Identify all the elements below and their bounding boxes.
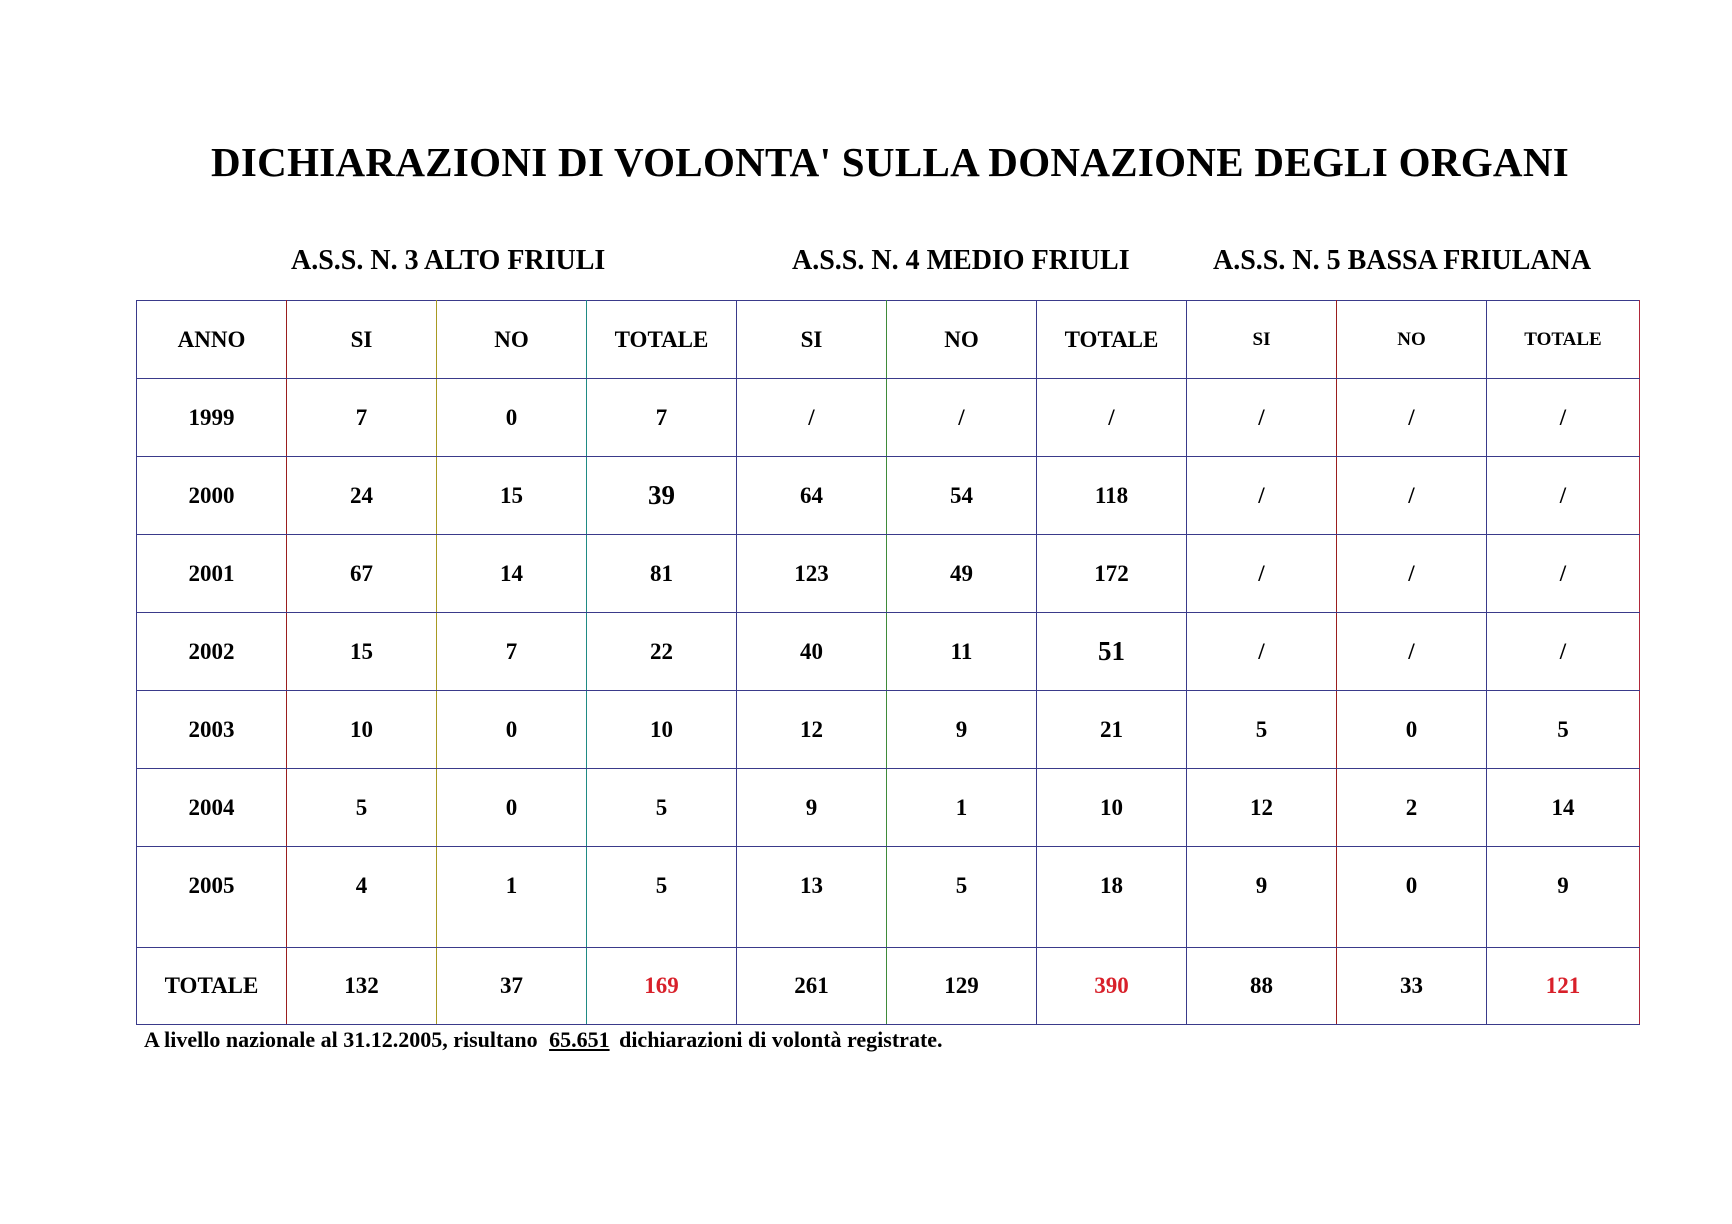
table-cell: 39 xyxy=(587,457,737,535)
table-row xyxy=(137,379,1640,457)
footnote-text: A livello nazionale al 31.12.2005, risultano xyxy=(144,1027,538,1052)
table-row xyxy=(137,613,1640,691)
year-cell: 1999 xyxy=(137,379,287,457)
table-cell: 10 xyxy=(1037,769,1187,847)
table-cell: / xyxy=(1487,535,1640,613)
table-cell: 7 xyxy=(587,379,737,457)
table-cell: / xyxy=(1337,379,1487,457)
year-cell: 2002 xyxy=(137,613,287,691)
year-cell: 2004 xyxy=(137,769,287,847)
national-total: 65.651 xyxy=(549,1027,610,1052)
col-header-anno: ANNO xyxy=(137,301,287,379)
total-cell: 88 xyxy=(1187,948,1337,1025)
table-row xyxy=(137,457,1640,535)
table-cell: 5 xyxy=(587,847,737,948)
total-cell: 261 xyxy=(737,948,887,1025)
table-cell: 49 xyxy=(887,535,1037,613)
table-cell: 67 xyxy=(287,535,437,613)
table-cell: 51 xyxy=(1037,613,1187,691)
table-cell: / xyxy=(1337,535,1487,613)
col-header-si: SI xyxy=(737,301,887,379)
table-cell: 123 xyxy=(737,535,887,613)
table-cell: 18 xyxy=(1037,847,1187,948)
table-cell: 11 xyxy=(887,613,1037,691)
total-cell: 33 xyxy=(1337,948,1487,1025)
table-cell: 0 xyxy=(1337,847,1487,948)
table-cell: / xyxy=(1187,457,1337,535)
table-cell: 12 xyxy=(737,691,887,769)
col-header-si: SI xyxy=(1187,301,1337,379)
footnote xyxy=(144,1027,943,1053)
table-cell: 21 xyxy=(1037,691,1187,769)
table-cell: 40 xyxy=(737,613,887,691)
table-cell: 118 xyxy=(1037,457,1187,535)
table-cell: 5 xyxy=(1487,691,1640,769)
col-header-totale: TOTALE xyxy=(1487,301,1640,379)
table-cell: / xyxy=(1487,379,1640,457)
page-title: DICHIARAZIONI DI VOLONTA' SULLA DONAZIONE DEGLI ORGANI xyxy=(211,139,1569,185)
col-header-no: NO xyxy=(1337,301,1487,379)
table-row xyxy=(137,535,1640,613)
table-cell: 15 xyxy=(287,613,437,691)
year-cell: 2000 xyxy=(137,457,287,535)
table-cell: 9 xyxy=(737,769,887,847)
table-cell: 5 xyxy=(1187,691,1337,769)
table-cell: 15 xyxy=(437,457,587,535)
table-cell: 7 xyxy=(287,379,437,457)
table-cell: 10 xyxy=(287,691,437,769)
table-cell: 54 xyxy=(887,457,1037,535)
table-cell: / xyxy=(1337,457,1487,535)
table-cell: 9 xyxy=(887,691,1037,769)
table-cell: / xyxy=(887,379,1037,457)
table-cell: 7 xyxy=(437,613,587,691)
table-cell: 172 xyxy=(1037,535,1187,613)
grand-total-cell: 390 xyxy=(1037,948,1187,1025)
table-cell: 0 xyxy=(437,769,587,847)
table-cell: 64 xyxy=(737,457,887,535)
total-cell: 129 xyxy=(887,948,1037,1025)
table-cell: 1 xyxy=(437,847,587,948)
table-cell: 14 xyxy=(1487,769,1640,847)
col-header-no: NO xyxy=(437,301,587,379)
year-cell: 2005 xyxy=(137,847,287,948)
total-cell: 37 xyxy=(437,948,587,1025)
table-cell: 12 xyxy=(1187,769,1337,847)
table-cell: / xyxy=(1337,613,1487,691)
col-header-no: NO xyxy=(887,301,1037,379)
donation-declarations-table xyxy=(136,300,1640,1025)
table-cell: / xyxy=(737,379,887,457)
table-cell: 2 xyxy=(1337,769,1487,847)
table-cell: 14 xyxy=(437,535,587,613)
group-heading-medio-friuli: A.S.S. N. 4 MEDIO FRIULI xyxy=(792,245,1130,276)
table-cell: / xyxy=(1487,457,1640,535)
group-heading-bassa-friulana: A.S.S. N. 5 BASSA FRIULANA xyxy=(1213,245,1592,276)
totals-row xyxy=(137,948,1640,1025)
header-row xyxy=(137,301,1640,379)
footnote-text: dichiarazioni di volontà registrate. xyxy=(619,1027,943,1052)
grand-total-cell: 169 xyxy=(587,948,737,1025)
table-cell: 5 xyxy=(587,769,737,847)
table-cell: 1 xyxy=(887,769,1037,847)
year-cell: 2003 xyxy=(137,691,287,769)
table-row xyxy=(137,847,1640,948)
table-cell: 4 xyxy=(287,847,437,948)
table-cell: / xyxy=(1037,379,1187,457)
totals-label: TOTALE xyxy=(137,948,287,1025)
table-row xyxy=(137,769,1640,847)
table-cell: 24 xyxy=(287,457,437,535)
table-cell: 5 xyxy=(287,769,437,847)
table-cell: 13 xyxy=(737,847,887,948)
group-heading-alto-friuli: A.S.S. N. 3 ALTO FRIULI xyxy=(291,245,606,276)
col-header-totale: TOTALE xyxy=(1037,301,1187,379)
table-cell: / xyxy=(1487,613,1640,691)
total-cell: 132 xyxy=(287,948,437,1025)
year-cell: 2001 xyxy=(137,535,287,613)
table-cell: 22 xyxy=(587,613,737,691)
table-cell: / xyxy=(1187,535,1337,613)
grand-total-cell: 121 xyxy=(1487,948,1640,1025)
table-row xyxy=(137,691,1640,769)
table-cell: / xyxy=(1187,379,1337,457)
table-cell: 9 xyxy=(1187,847,1337,948)
table-cell: 5 xyxy=(887,847,1037,948)
col-header-si: SI xyxy=(287,301,437,379)
table-cell: 0 xyxy=(437,379,587,457)
table-cell: 81 xyxy=(587,535,737,613)
table-cell: 9 xyxy=(1487,847,1640,948)
col-header-totale: TOTALE xyxy=(587,301,737,379)
table-cell: 10 xyxy=(587,691,737,769)
table-cell: / xyxy=(1187,613,1337,691)
table-cell: 0 xyxy=(437,691,587,769)
table-cell: 0 xyxy=(1337,691,1487,769)
